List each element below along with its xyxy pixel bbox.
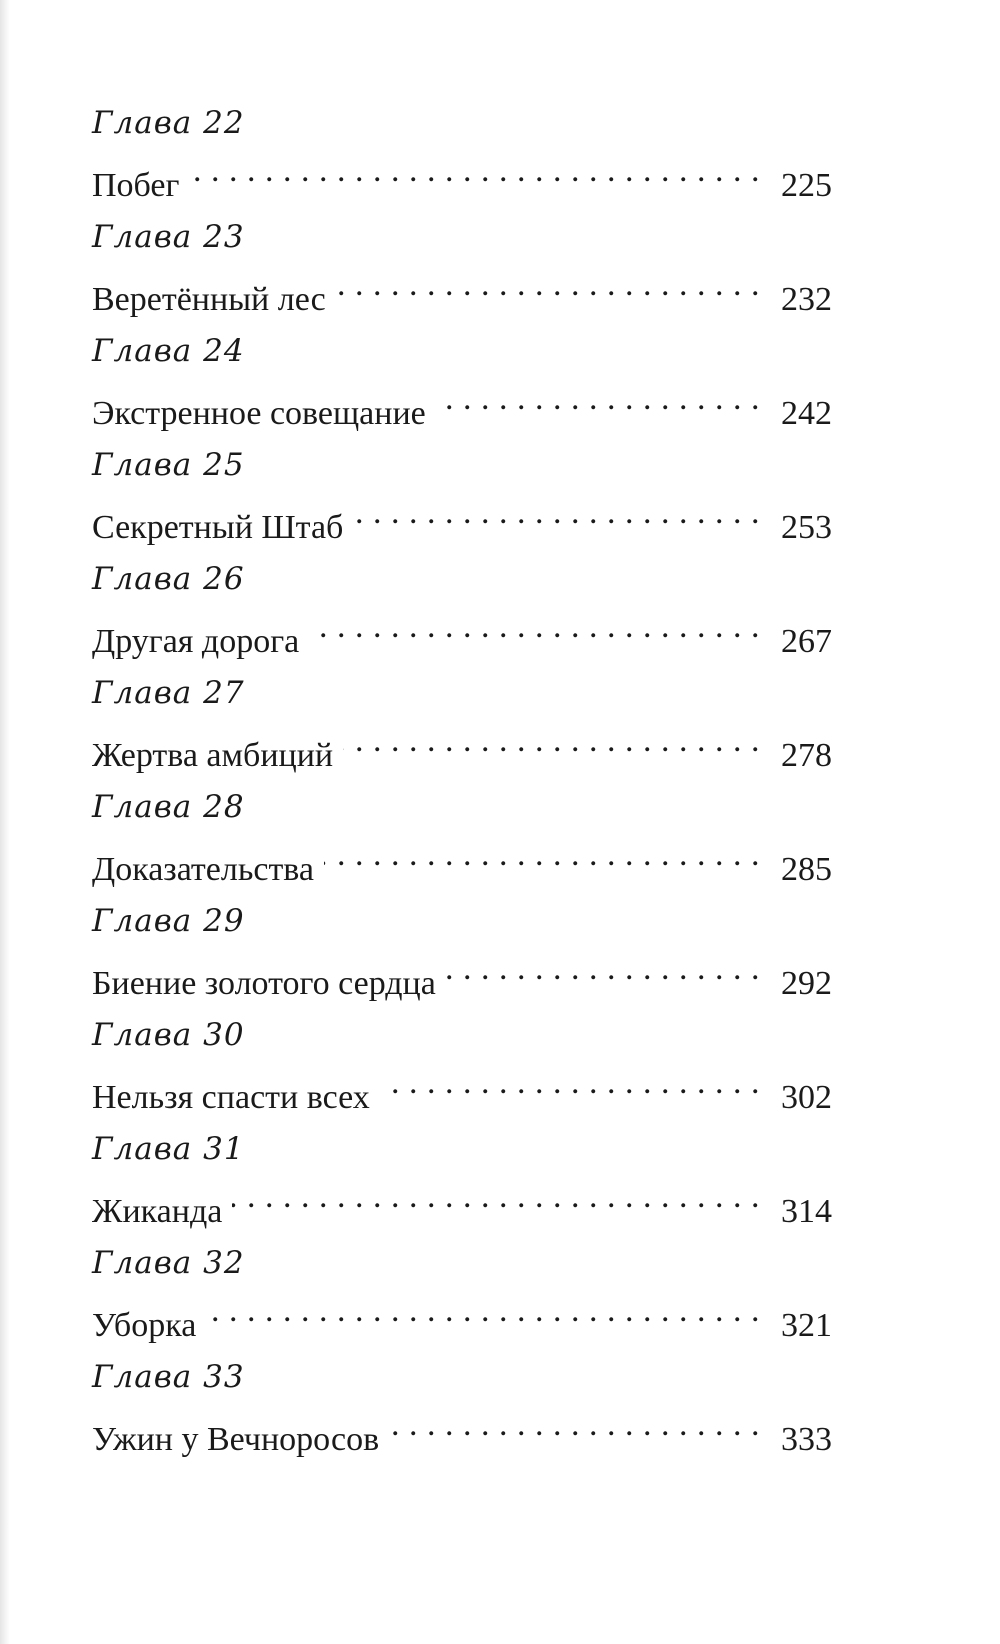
page-number: 321 — [781, 1307, 832, 1344]
toc-entry-23 — [92, 214, 832, 328]
page-number: 253 — [781, 509, 832, 546]
page-number: 314 — [781, 1193, 832, 1230]
dot-leader — [343, 716, 760, 766]
page-edge-shadow — [0, 0, 10, 1644]
toc-line — [92, 1400, 832, 1458]
page-number: 302 — [781, 1079, 832, 1116]
toc-line — [92, 830, 832, 888]
toc-line — [92, 602, 832, 660]
toc-line — [92, 374, 832, 432]
toc-line — [92, 260, 832, 318]
toc-line — [92, 488, 832, 546]
toc-entry-26 — [92, 556, 832, 670]
chapter-title: Жиканда — [92, 1193, 223, 1230]
chapter-label: Глава 27 — [92, 675, 245, 711]
chapter-label: Глава 30 — [92, 1017, 245, 1053]
toc-entry-32 — [92, 1240, 832, 1354]
toc-line — [92, 1058, 832, 1116]
page-number: 232 — [781, 281, 832, 318]
toc-entry-31 — [92, 1126, 832, 1240]
page-number: 333 — [781, 1421, 832, 1458]
toc-line — [92, 716, 832, 774]
toc-entry-22 — [92, 100, 832, 214]
chapter-title: Уборка — [92, 1307, 197, 1344]
page-number: 225 — [781, 167, 832, 204]
dot-leader — [336, 260, 760, 310]
chapter-label: Глава 24 — [92, 333, 245, 369]
dot-leader — [380, 1058, 760, 1108]
dot-leader — [353, 488, 760, 538]
page-number: 242 — [781, 395, 832, 432]
chapter-label: Глава 32 — [92, 1245, 245, 1281]
dot-leader — [446, 944, 760, 994]
toc-entry-27 — [92, 670, 832, 784]
chapter-title: Ужин у Вечноросов — [92, 1421, 380, 1458]
chapter-title: Побег — [92, 167, 180, 204]
chapter-title: Нельзя спасти всех — [92, 1079, 370, 1116]
chapter-label: Глава 25 — [92, 447, 245, 483]
dot-leader — [189, 146, 760, 196]
toc-line — [92, 146, 832, 204]
chapter-title: Жертва амбиций — [92, 737, 334, 774]
page-number: 292 — [781, 965, 832, 1002]
chapter-label: Глава 33 — [92, 1359, 245, 1395]
toc-line — [92, 944, 832, 1002]
dot-leader — [436, 374, 760, 424]
page-number: 285 — [781, 851, 832, 888]
dot-leader — [232, 1172, 760, 1222]
page-number: 278 — [781, 737, 832, 774]
dot-leader — [324, 830, 760, 880]
chapter-label: Глава 26 — [92, 561, 245, 597]
toc-entry-33 — [92, 1354, 832, 1468]
chapter-label: Глава 23 — [92, 219, 245, 255]
chapter-title: Доказательства — [92, 851, 314, 888]
chapter-label: Глава 28 — [92, 789, 245, 825]
chapter-title: Секретный Штаб — [92, 509, 344, 546]
dot-leader — [389, 1400, 760, 1450]
toc-entry-30 — [92, 1012, 832, 1126]
chapter-label: Глава 31 — [92, 1131, 245, 1167]
chapter-title: Экстренное совещание — [92, 395, 426, 432]
dot-leader — [206, 1286, 760, 1336]
dot-leader — [309, 602, 760, 652]
chapter-label: Глава 29 — [92, 903, 245, 939]
toc-line — [92, 1172, 832, 1230]
toc-line — [92, 1286, 832, 1344]
toc-entry-28 — [92, 784, 832, 898]
table-of-contents — [92, 100, 832, 1468]
chapter-label: Глава 22 — [92, 105, 245, 141]
toc-entry-24 — [92, 328, 832, 442]
chapter-title: Веретённый лес — [92, 281, 326, 318]
page-number: 267 — [781, 623, 832, 660]
chapter-title: Биение золотого сердца — [92, 965, 436, 1002]
toc-entry-29 — [92, 898, 832, 1012]
chapter-title: Другая дорога — [92, 623, 300, 660]
toc-entry-25 — [92, 442, 832, 556]
